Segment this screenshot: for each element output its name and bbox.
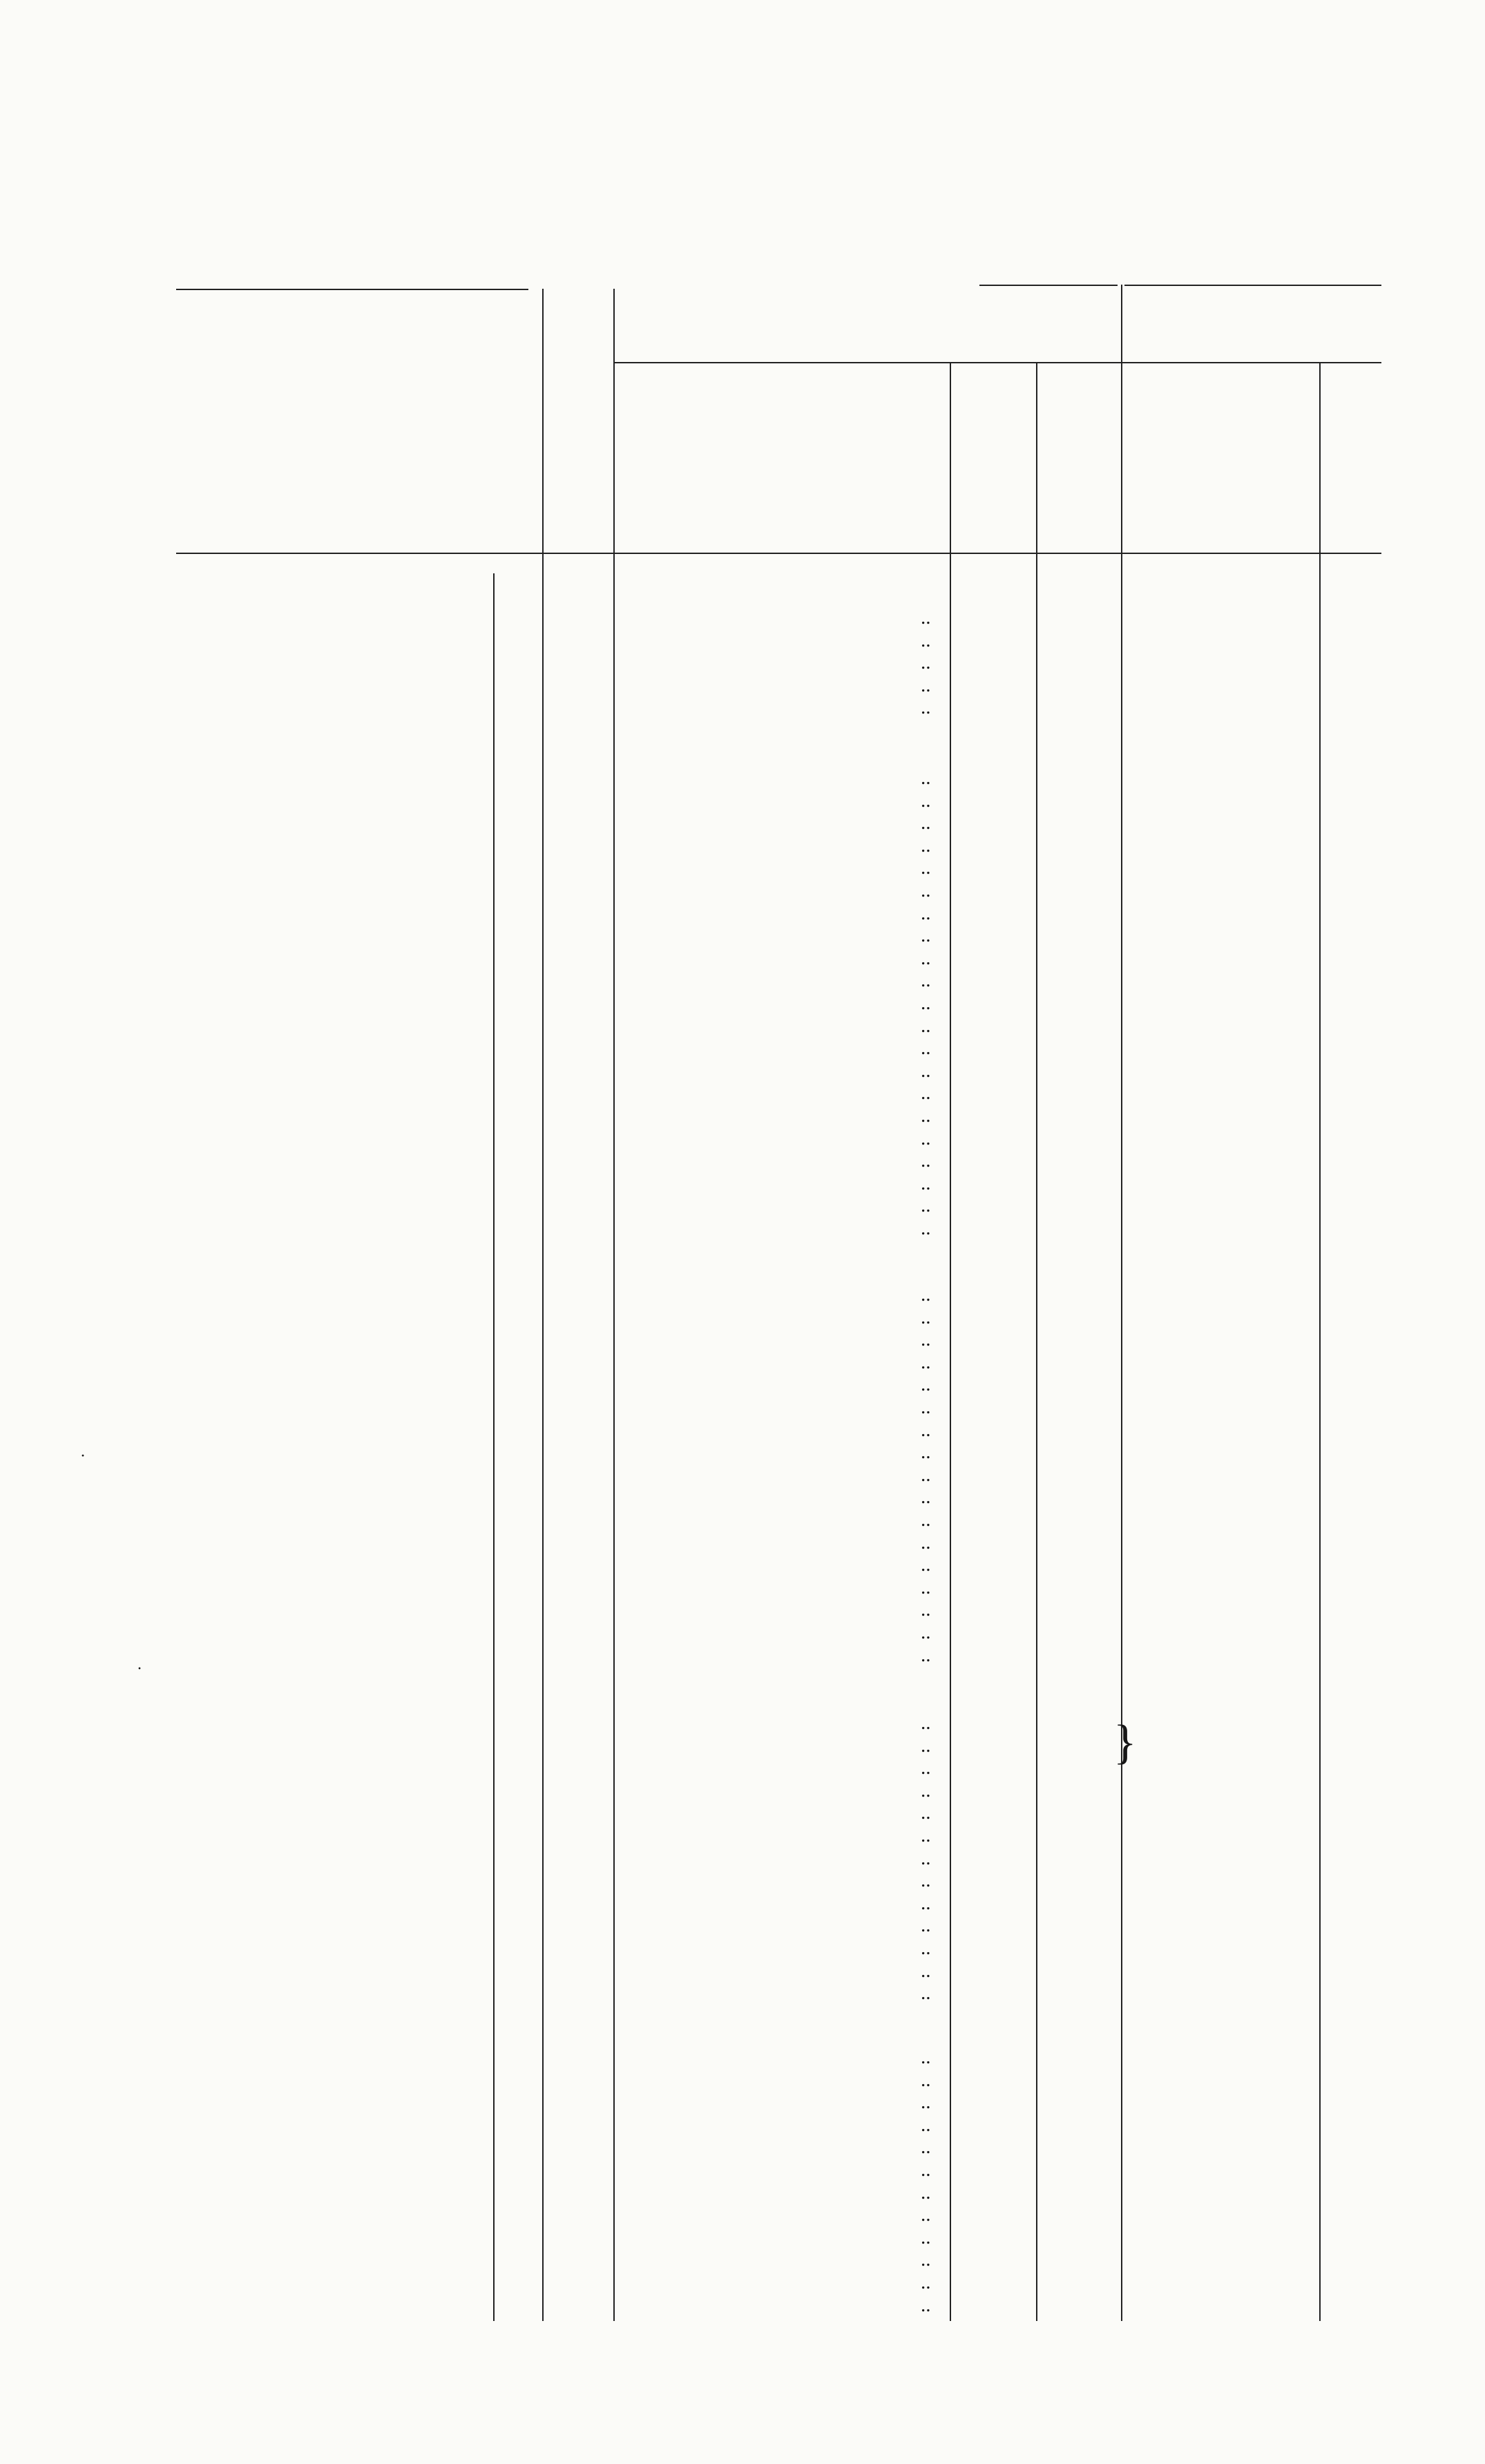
- leader-dots: ..: [921, 651, 931, 674]
- leader-dots: ..: [921, 1576, 931, 1598]
- table-row: [0, 2248, 1485, 2271]
- leader-dots: ..: [921, 607, 931, 629]
- table-row: [0, 1486, 1485, 1508]
- leader-dots: ..: [921, 1869, 931, 1892]
- leader-dots: ..: [921, 946, 931, 969]
- table-row: [0, 834, 1485, 857]
- name-of-school-header: [174, 304, 526, 305]
- table-row: [0, 1576, 1485, 1598]
- table-row: [0, 1351, 1485, 1373]
- table-row: [0, 1892, 1485, 1914]
- leader-dots: ..: [921, 879, 931, 901]
- leader-dots: ..: [921, 1891, 931, 1914]
- leader-dots: ..: [921, 1306, 931, 1328]
- table-row: [0, 1554, 1485, 1576]
- leader-dots: ..: [921, 1059, 931, 1082]
- leader-dots: ..: [921, 2159, 931, 2181]
- table-row: [0, 2091, 1485, 2113]
- table-row: [0, 1172, 1485, 1194]
- leader-dots: ..: [921, 1712, 931, 1734]
- table-row: [0, 1015, 1485, 1037]
- leader-dots: ..: [921, 1172, 931, 1194]
- header-rule-top-mid: [979, 285, 1118, 286]
- margin-mark: ·: [80, 1447, 86, 1465]
- leader-dots: ..: [921, 834, 931, 857]
- table-row: [0, 1194, 1485, 1216]
- table-row: [0, 857, 1485, 879]
- leader-dots: ..: [921, 2271, 931, 2293]
- table-row: [0, 1127, 1485, 1149]
- leader-dots: ..: [921, 1350, 931, 1373]
- table-row: [0, 1217, 1485, 1239]
- header-rule-bottom: [176, 553, 1381, 554]
- leader-dots: ..: [921, 767, 931, 789]
- header-rule-top-right: [1124, 285, 1381, 286]
- header-rule-top-left: [176, 289, 528, 290]
- table-row: [0, 2046, 1485, 2068]
- leader-dots: ..: [921, 2113, 931, 2136]
- leader-dots: ..: [921, 1509, 931, 1531]
- table-row: [0, 1105, 1485, 1127]
- leader-dots: ..: [921, 1418, 931, 1441]
- table-row: [0, 790, 1485, 812]
- table-row: [0, 2069, 1485, 2091]
- header-rule-sub: [613, 362, 1381, 363]
- table-row: [0, 674, 1485, 696]
- table-row: [0, 812, 1485, 834]
- table-row: [0, 1396, 1485, 1418]
- leader-dots: ..: [921, 2248, 931, 2271]
- table-row: [0, 1621, 1485, 1643]
- table-row: [0, 607, 1485, 629]
- shared-salary-brace: }: [1113, 1716, 1137, 1769]
- table-row: [0, 1419, 1485, 1441]
- table-row: [0, 629, 1485, 651]
- leader-dots: ..: [921, 992, 931, 1014]
- leader-dots: ..: [921, 901, 931, 924]
- leader-dots: ..: [921, 1217, 931, 1239]
- leader-dots: ..: [921, 1373, 931, 1396]
- table-row: [0, 1373, 1485, 1395]
- table-row: [0, 969, 1485, 991]
- margin-mark: ·: [137, 1660, 142, 1678]
- table-row: [0, 651, 1485, 674]
- leader-dots: ..: [921, 1734, 931, 1757]
- leader-dots: ..: [921, 1105, 931, 1127]
- leader-dots: ..: [921, 696, 931, 719]
- table-row: [0, 1464, 1485, 1486]
- table-row: [0, 1644, 1485, 1666]
- leader-dots: ..: [921, 2068, 931, 2091]
- table-row: [0, 1824, 1485, 1846]
- leader-dots: ..: [921, 1621, 931, 1643]
- leader-dots: ..: [921, 1037, 931, 1060]
- leader-dots: ..: [921, 1959, 931, 1982]
- table-row: [0, 1779, 1485, 1802]
- leader-dots: ..: [921, 1531, 931, 1554]
- leader-dots: ..: [921, 1328, 931, 1351]
- table-row: [0, 1509, 1485, 1531]
- leader-dots: ..: [921, 2091, 931, 2114]
- table-row: [0, 1982, 1485, 2004]
- leader-dots: ..: [921, 1779, 931, 1802]
- table-row: [0, 1735, 1485, 1757]
- table-row: [0, 1306, 1485, 1328]
- table-row: [0, 2136, 1485, 2158]
- table-row: [0, 1598, 1485, 1621]
- table-row: [0, 1802, 1485, 1824]
- table-row: [0, 1712, 1485, 1734]
- table-row: [0, 1960, 1485, 1982]
- table-row: [0, 1283, 1485, 1306]
- leader-dots: ..: [921, 857, 931, 879]
- leader-dots: ..: [921, 1757, 931, 1779]
- table-row: [0, 1869, 1485, 1891]
- leader-dots: ..: [921, 924, 931, 947]
- leader-dots: ..: [921, 1149, 931, 1172]
- table-row: [0, 2271, 1485, 2293]
- leader-dots: ..: [921, 1127, 931, 1149]
- leader-dots: ..: [921, 2181, 931, 2204]
- table-row: [0, 767, 1485, 789]
- leader-dots: ..: [921, 1802, 931, 1824]
- table-row: [0, 924, 1485, 946]
- table-row: [0, 1328, 1485, 1350]
- leader-dots: ..: [921, 812, 931, 834]
- table-row: [0, 992, 1485, 1014]
- leader-dots: ..: [921, 1643, 931, 1666]
- table-row: [0, 2114, 1485, 2136]
- table-row: [0, 2294, 1485, 2316]
- table-row: [0, 2181, 1485, 2204]
- leader-dots: ..: [921, 2293, 931, 2316]
- leader-dots: ..: [921, 629, 931, 651]
- table-row: [0, 1531, 1485, 1554]
- table-row: [0, 2159, 1485, 2181]
- table-row: [0, 1441, 1485, 1463]
- table-row: [0, 696, 1485, 718]
- leader-dots: ..: [921, 1598, 931, 1621]
- table-row: [0, 879, 1485, 901]
- leader-dots: ..: [921, 969, 931, 992]
- table-row: [0, 1914, 1485, 1936]
- leader-dots: ..: [921, 2046, 931, 2068]
- leader-dots: ..: [921, 1283, 931, 1306]
- leader-dots: ..: [921, 1554, 931, 1576]
- leader-dots: ..: [921, 2226, 931, 2248]
- leader-dots: ..: [921, 2204, 931, 2226]
- table-row: [0, 1082, 1485, 1104]
- leader-dots: ..: [921, 1082, 931, 1105]
- leader-dots: ..: [921, 1982, 931, 2005]
- leader-dots: ..: [921, 1441, 931, 1464]
- table-row: [0, 947, 1485, 969]
- leader-dots: ..: [921, 789, 931, 812]
- leader-dots: ..: [921, 674, 931, 696]
- leader-dots: ..: [921, 1194, 931, 1217]
- table-row: [0, 2226, 1485, 2248]
- table-row: [0, 1937, 1485, 1959]
- table-row: [0, 1847, 1485, 1869]
- table-row: [0, 1149, 1485, 1172]
- leader-dots: ..: [921, 1824, 931, 1846]
- leader-dots: ..: [921, 1846, 931, 1869]
- leader-dots: ..: [921, 1014, 931, 1037]
- leader-dots: ..: [921, 1937, 931, 1959]
- leader-dots: ..: [921, 1486, 931, 1509]
- leader-dots: ..: [921, 1914, 931, 1937]
- table-row: [0, 2204, 1485, 2226]
- table-row: [0, 1037, 1485, 1059]
- table-row: [0, 1060, 1485, 1082]
- table-row: [0, 902, 1485, 924]
- leader-dots: ..: [921, 1463, 931, 1486]
- leader-dots: ..: [921, 2136, 931, 2159]
- leader-dots: ..: [921, 1396, 931, 1418]
- table-row: [0, 1757, 1485, 1779]
